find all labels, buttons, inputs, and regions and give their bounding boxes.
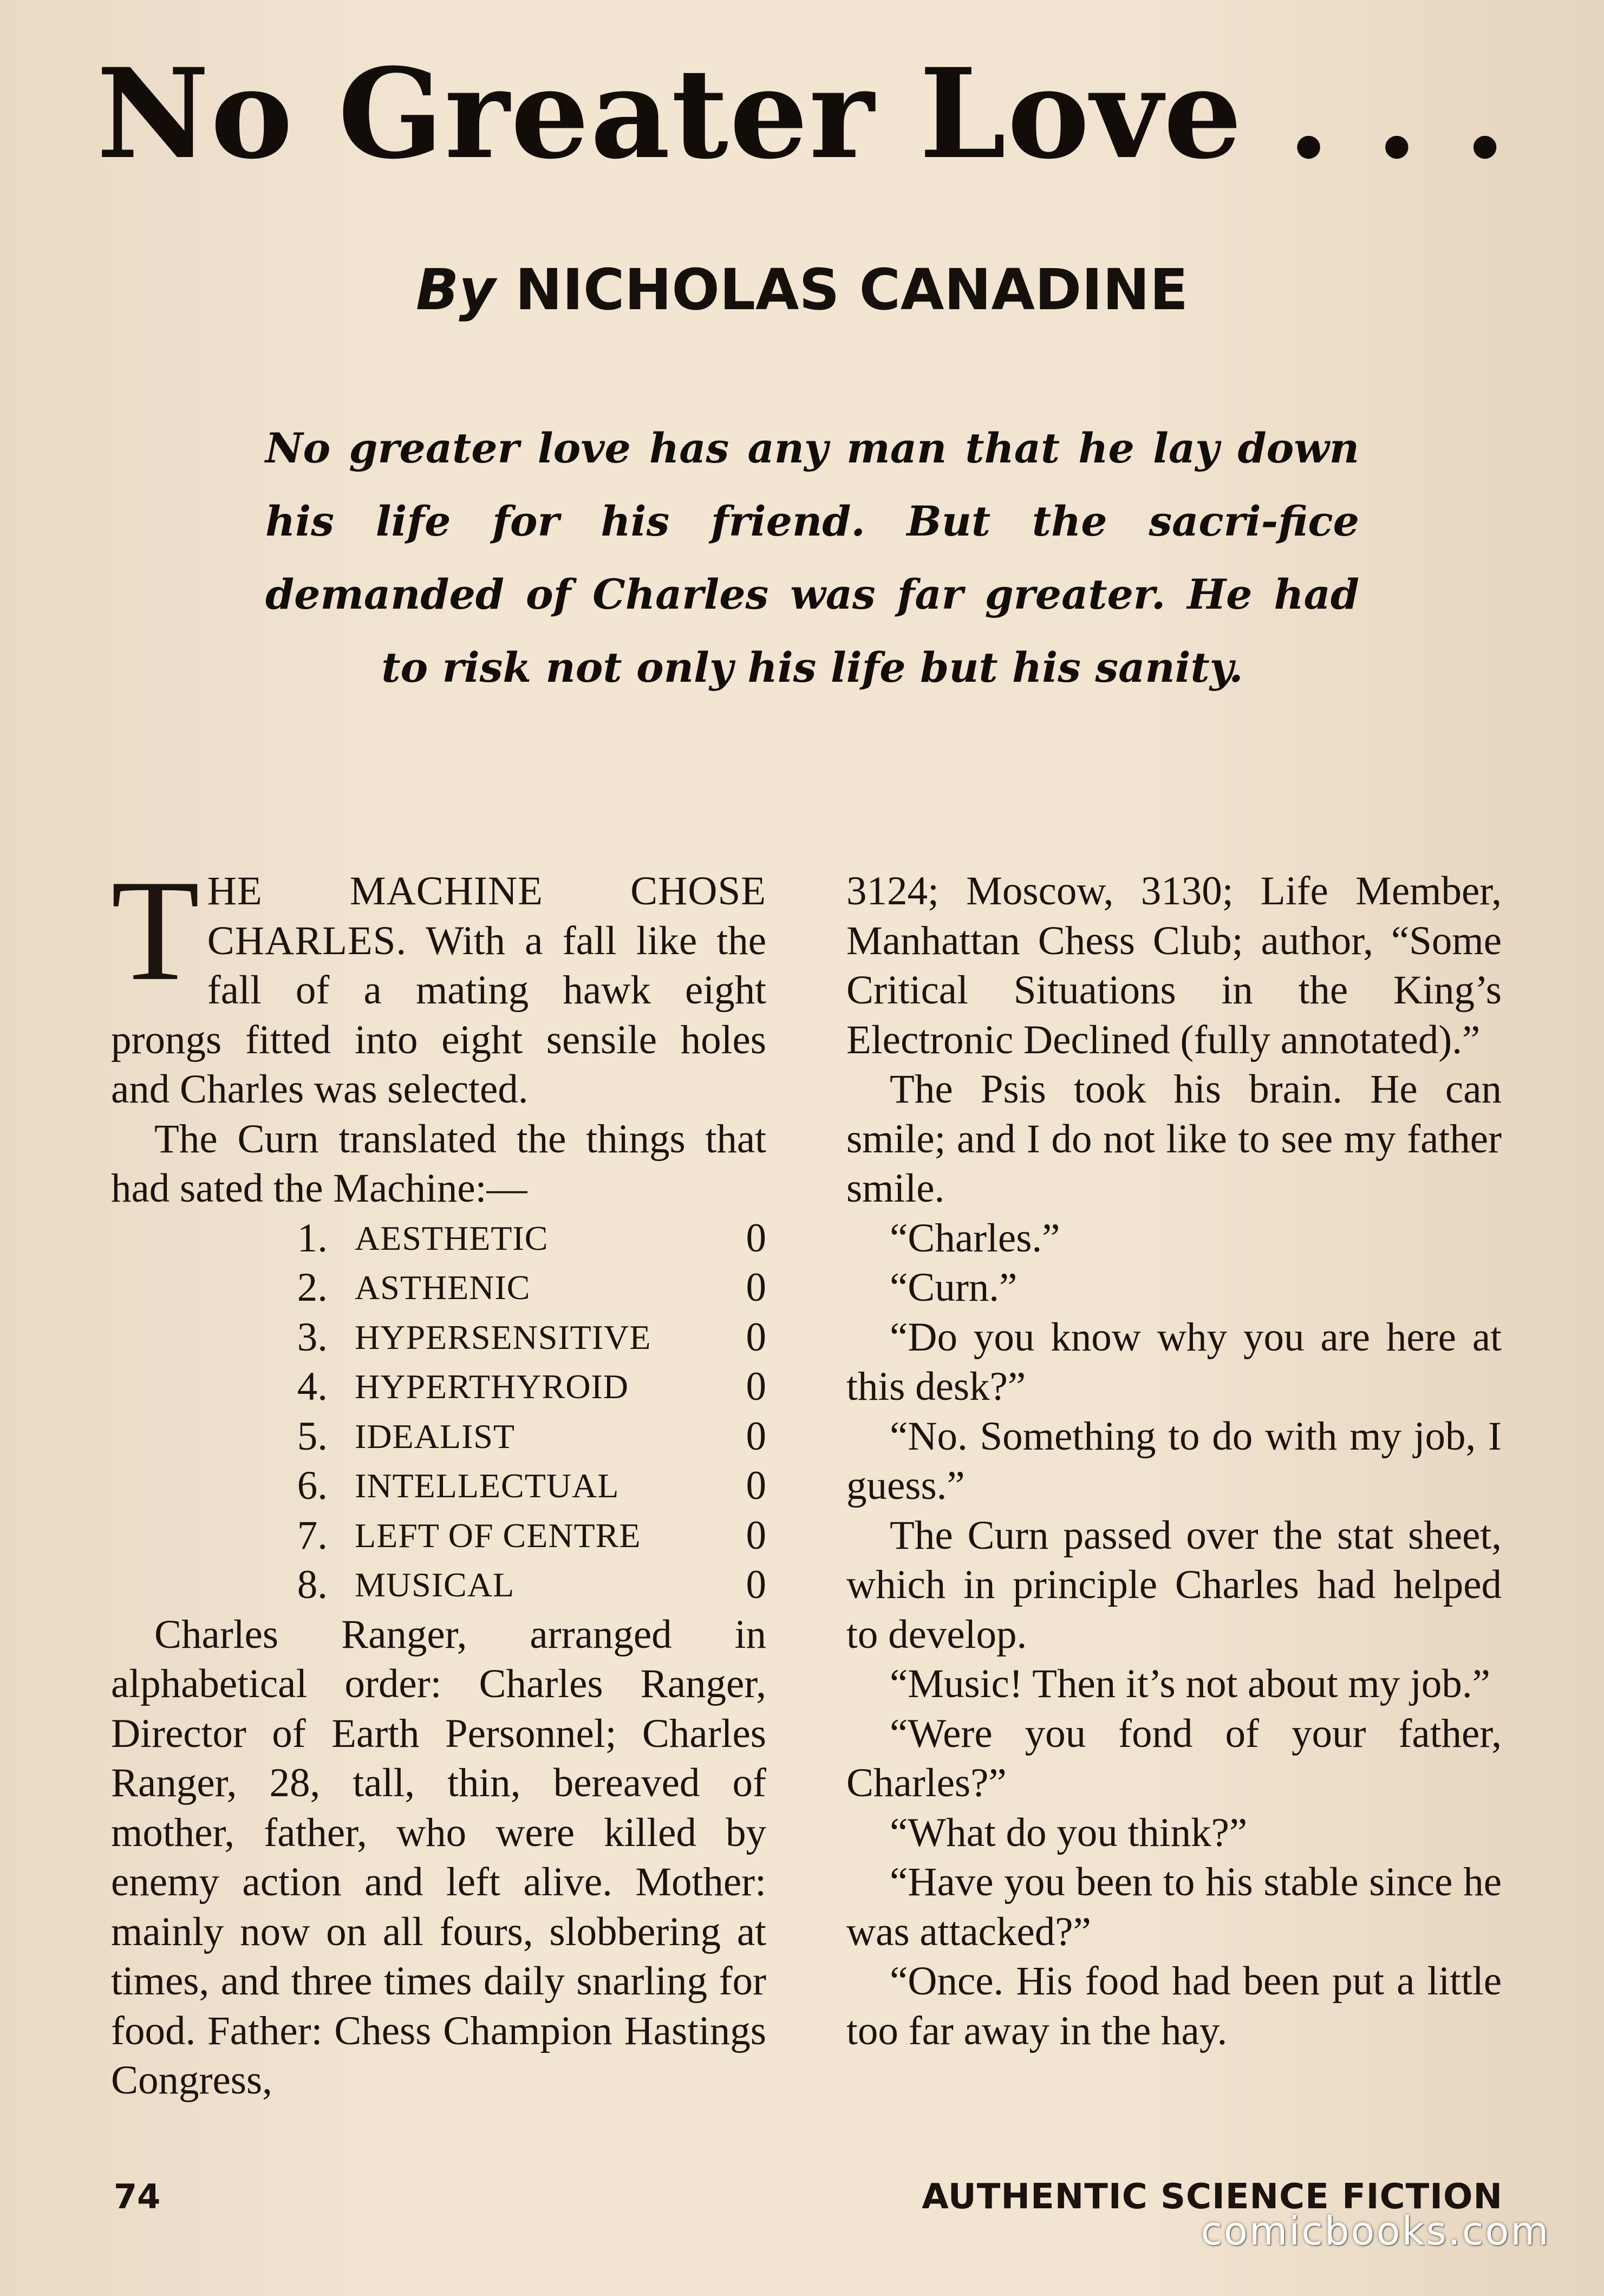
story-blurb: No greater love has any man that he lay down his life for his friend. But the sacri-fice demanded of Charles was far greater. He had to risk not only his life but his sanity. [265, 424, 1359, 692]
stat-number: 1. [297, 1215, 328, 1261]
stat-number: 2. [297, 1265, 328, 1310]
watermark: comicbooks.com [1201, 2208, 1550, 2254]
stat-row [111, 1412, 766, 1462]
stat-number: 8. [297, 1562, 328, 1607]
stat-number: 7. [297, 1512, 328, 1558]
dialogue-line: “What do you think?” [890, 1810, 1248, 1855]
stat-value: 0 [746, 1512, 766, 1558]
dialogue-line: “Curn.” [890, 1265, 1018, 1310]
stat-value: 0 [746, 1265, 766, 1310]
stat-label: IDEALIST [355, 1417, 515, 1456]
paragraph: Charles Ranger, arranged in alphabetical order: Charles Ranger, Director of Earth Personnel; Charles Ranger, 28, tall, thin, bereaved of mother, father, who were killed by enemy action and left alive. Mother: mainly now on all fours, slobbering at times, and three times daily snarling for food. Father: Chess Champion Hastings Congress, [111, 1612, 766, 2103]
stat-label: ASTHENIC [355, 1268, 531, 1307]
paragraph: The Curn passed over the stat sheet, which in principle Charles had helped to develop. [846, 1512, 1502, 1657]
paragraph: The Psis took his brain. He can smile; and I do not like to see my father smile. [846, 1067, 1502, 1211]
stat-row [111, 1461, 766, 1511]
stat-label: LEFT OF CENTRE [355, 1516, 641, 1555]
right-column [846, 866, 1502, 2056]
page-number: 74 [114, 2177, 161, 2216]
author-name: NICHOLAS CANADINE [515, 257, 1189, 323]
opening-text: With a fall like the fall of a mating hawk eight prongs fitted into eight sensile holes and Charles was selected. [111, 918, 766, 1112]
byline [81, 255, 1523, 325]
stat-number: 6. [297, 1463, 328, 1508]
stat-label: HYPERTHYROID [355, 1367, 629, 1406]
byline-by: By [415, 257, 495, 323]
opening-paragraph [111, 850, 766, 1114]
stat-row [111, 1362, 766, 1412]
dialogue-line: “Once. His food had been put a little too far away in the hay. [846, 1959, 1502, 2053]
dialogue-line: “No. Something to do with my job, I guess.” [846, 1413, 1502, 1508]
stat-row [111, 1214, 766, 1263]
dialogue-line: “Were you fond of your father, Charles?” [846, 1711, 1502, 1805]
stat-row [111, 1263, 766, 1313]
story-title: No Greater Love . . . [96, 41, 1508, 186]
stat-list [111, 1214, 766, 1610]
stat-row [111, 1560, 766, 1610]
paragraph: 3124; Moscow, 3130; Life Member, Manhattan Chess Club; author, “Some Critical Situations in the King’s Electronic Declined (fully annotated).” [846, 869, 1502, 1062]
paragraph: The Curn translated the things that had sated the Machine:— [111, 1116, 766, 1211]
stat-number: 3. [297, 1314, 328, 1360]
drop-cap: T [111, 850, 200, 1010]
stat-label: HYPERSENSITIVE [355, 1317, 651, 1356]
stat-number: 5. [297, 1413, 328, 1459]
stat-value: 0 [746, 1364, 766, 1409]
magazine-name: AUTHENTIC SCIENCE FICTION [922, 2177, 1503, 2217]
left-column [111, 850, 766, 2105]
stat-row [111, 1313, 766, 1362]
dialogue-line: “Music! Then it’s not about my job.” [890, 1661, 1490, 1706]
stat-label: AESTHETIC [355, 1218, 549, 1257]
stat-value: 0 [746, 1413, 766, 1459]
dialogue-line: “Do you know why you are here at this desk?” [846, 1314, 1502, 1409]
stat-value: 0 [746, 1215, 766, 1261]
dialogue-line: “Have you been to his stable since he was attacked?” [846, 1860, 1502, 1954]
stat-label: INTELLECTUAL [355, 1466, 620, 1505]
stat-row [111, 1511, 766, 1561]
stat-label: MUSICAL [355, 1566, 515, 1604]
stat-value: 0 [746, 1463, 766, 1508]
dialogue-line: “Charles.” [890, 1215, 1060, 1261]
opening-caps: HE MACHINE CHOSE CHARLES. [207, 869, 766, 963]
stat-value: 0 [746, 1314, 766, 1360]
stat-value: 0 [746, 1562, 766, 1607]
stat-number: 4. [297, 1364, 328, 1409]
